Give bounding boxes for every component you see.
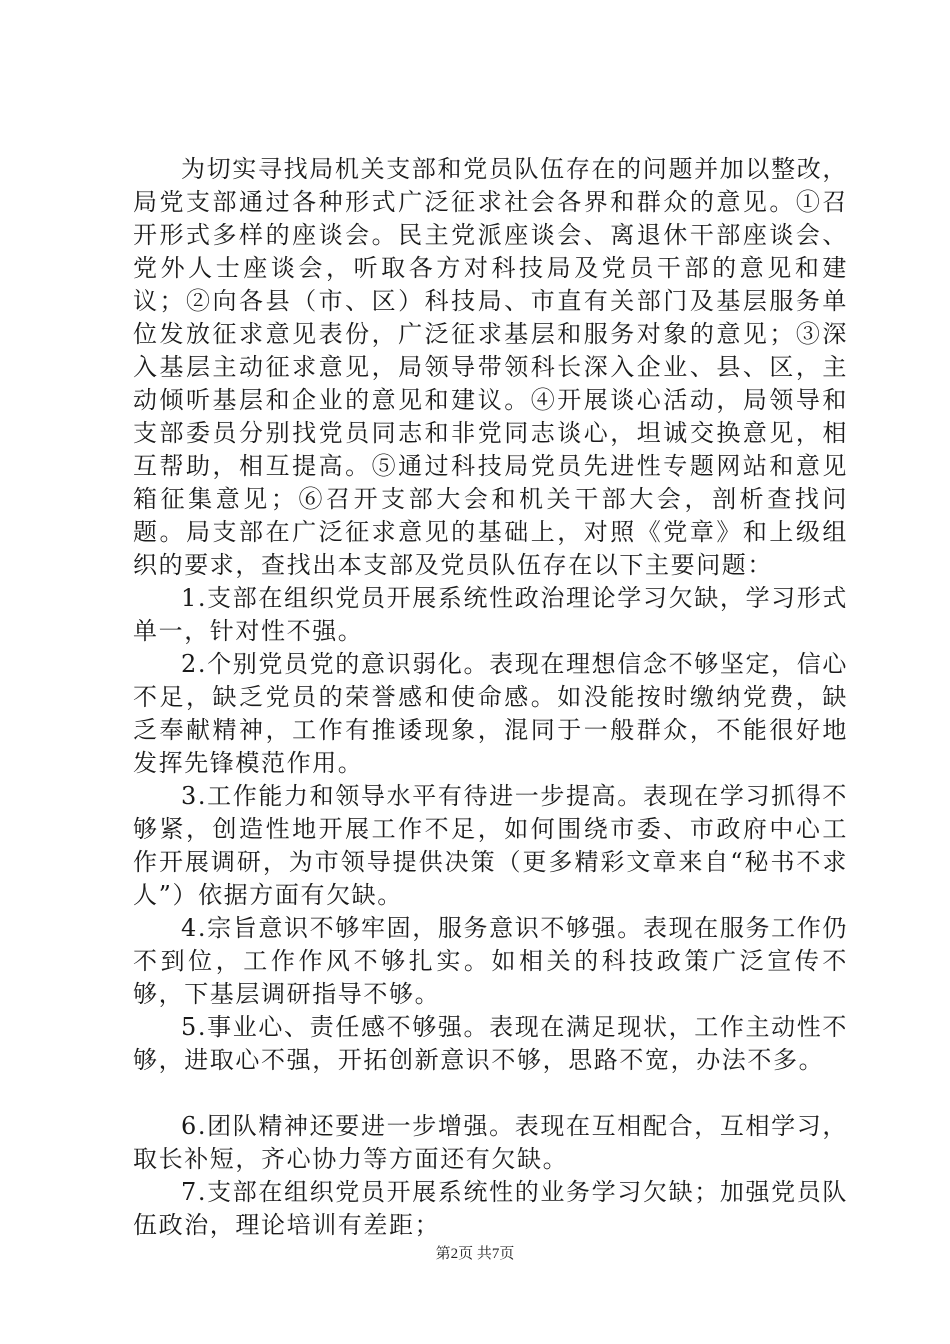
list-item-6: 6.团队精神还要进一步增强。表现在互相配合，互相学习，取长补短，齐心协力等方面还有欠缺。 xyxy=(133,1112,848,1173)
list-item-2: 2.个别党员党的意识弱化。表现在理想信念不够坚定，信心不足，缺乏党员的荣誉感和使命感。如没能按时缴纳党费，缺乏奉献精神，工作有推诿现象，混同于一般群众，不能很好地发挥先锋模范作用。 xyxy=(133,650,848,777)
list-item-7: 7.支部在组织党员开展系统性的业务学习欠缺；加强党员队伍政治，理论培训有差距； xyxy=(133,1178,848,1239)
list-item-5: 5.事业心、责任感不够强。表现在满足现状，工作主动性不够，进取心不强，开拓创新意识不够，思路不宽，办法不多。 xyxy=(133,1013,848,1074)
list-item-3: 3.工作能力和领导水平有待进一步提高。表现在学习抓得不够紧，创造性地开展工作不足，如何围绕市委、市政府中心工作开展调研，为市领导提供决策（更多精彩文章来自“秘书不求人”）依据方面有欠缺。 xyxy=(133,782,848,909)
list-item-1: 1.支部在组织党员开展系统性政治理论学习欠缺，学习形式单一，针对性不强。 xyxy=(133,584,848,645)
page-footer: 第2页 共7页 xyxy=(435,1246,515,1262)
intro-paragraph: 为切实寻找局机关支部和党员队伍存在的问题并加以整改，局党支部通过各种形式广泛征求社会各界和群众的意见。①召开形式多样的座谈会。民主党派座谈会、离退休干部座谈会、党外人士座谈会，听取各方对科技局及党员干部的意见和建议；②向各县（市、区）科技局、市直有关部门及基层服务单位发放征求意见表份，广泛征求基层和服务对象的意见；③深入基层主动征求意见，局领导带领科长深入企业、县、区，主动倾听基层和企业的意见和建议。④开展谈心活动，局领导和支部委员分别找党员同志和非党同志谈心，坦诚交换意见，相互帮助，相互提高。⑤通过科技局党员先进性专题网站和意见箱征集意见；⑥召开支部大会和机关干部大会，剖析查找问题。局支部在广泛征求意见的基础上，对照《党章》和上级组织的要求，查找出本支部及党员队伍存在以下主要问题： xyxy=(133,155,848,579)
paragraph-spacer xyxy=(133,1077,848,1110)
document-body xyxy=(133,153,848,1242)
list-item-4: 4.宗旨意识不够牢固，服务意识不够强。表现在服务工作仍不到位，工作作风不够扎实。如相关的科技政策广泛宣传不够，下基层调研指导不够。 xyxy=(133,914,848,1008)
